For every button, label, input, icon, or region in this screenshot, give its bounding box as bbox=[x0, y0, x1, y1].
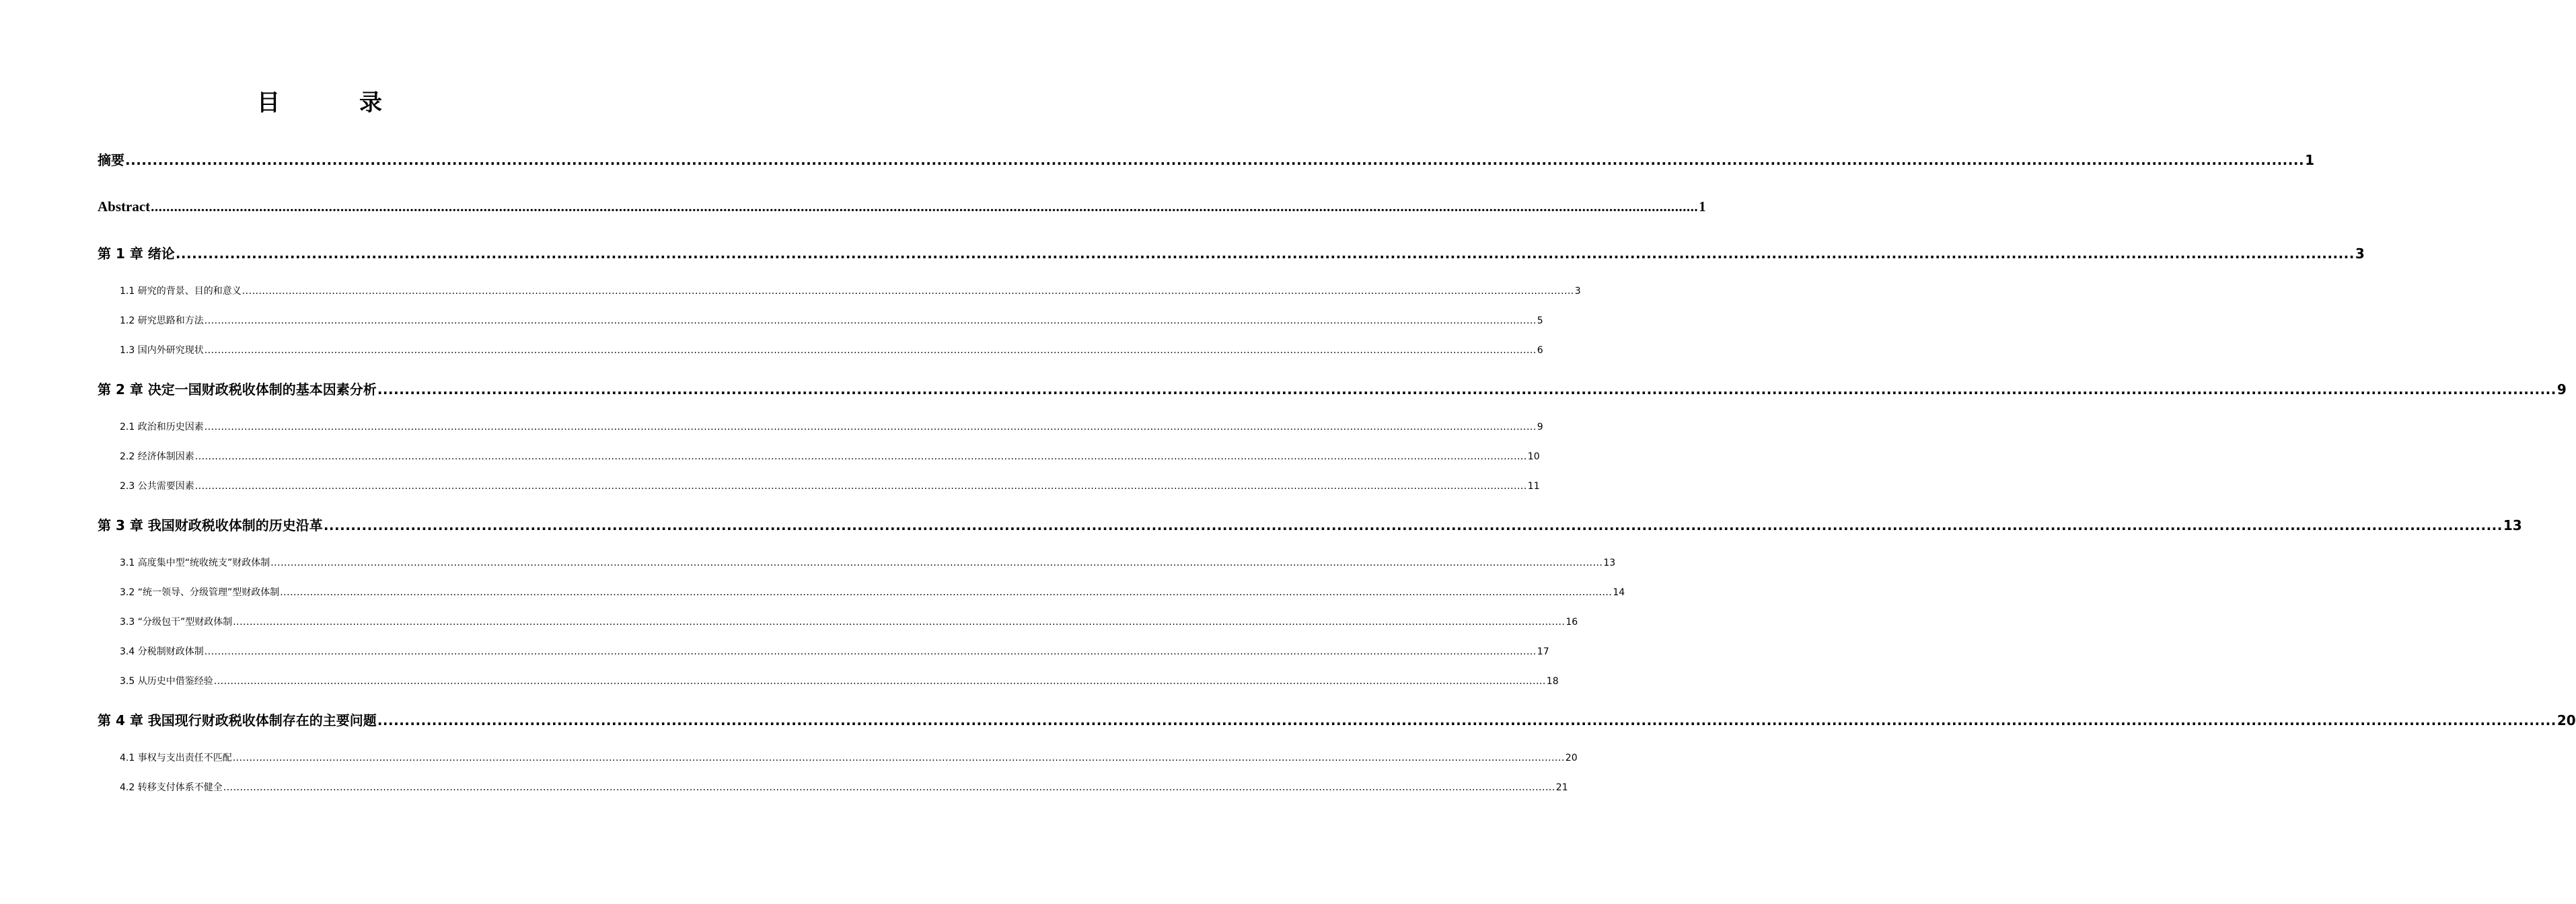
toc-entry-page: 3 bbox=[2355, 246, 2365, 262]
toc-entry-label: 3.4 分税制财政体制 bbox=[120, 646, 204, 657]
toc-entry-page: 1 bbox=[2305, 152, 2314, 168]
toc-entry-page: 20 bbox=[1565, 753, 1578, 763]
toc-entry-chapter-1[interactable] bbox=[98, 244, 2365, 263]
toc-entry-abstract-cn[interactable] bbox=[98, 151, 2314, 170]
toc-entry-label: 第 3 章 我国财政税收体制的历史沿革 bbox=[98, 517, 323, 533]
toc-entry-label: Abstract bbox=[98, 198, 151, 215]
dot-leader: ................................................................................................................................................................................................................................................................................................................................................................................................................ bbox=[233, 617, 1566, 628]
toc-entry-page: 20 bbox=[2556, 712, 2576, 728]
dot-leader: ................................................................................................................................................................................................................................................................................................................................................................................................................ bbox=[194, 451, 1527, 462]
toc-entry-label: 2.1 政治和历史因素 bbox=[120, 422, 204, 432]
toc-entry-label: 2.2 经济体制因素 bbox=[120, 451, 194, 462]
toc-entry-label: 2.3 公共需要因素 bbox=[120, 481, 194, 492]
toc-entry-3-5[interactable] bbox=[120, 675, 1559, 688]
dot-leader: ................................................................................................................................................................................................................................................................................................................................................................................................................ bbox=[232, 753, 1565, 763]
dot-leader: ................................................................................................................................................................................................................................................................................................................................................................................................................ bbox=[242, 286, 1574, 297]
toc-entry-page: 6 bbox=[1537, 345, 1543, 356]
dot-leader: ................................................................................................................................................................................................................................................................................................................................................................................................................ bbox=[213, 676, 1546, 687]
toc-entry-1-3[interactable] bbox=[120, 344, 1543, 357]
toc-entry-page: 11 bbox=[1527, 481, 1540, 492]
dot-leader: ................................................................................................................................................................................................................................................................................................................................................................................................................ bbox=[377, 381, 2556, 398]
toc-entry-chapter-4[interactable] bbox=[98, 711, 2576, 730]
toc-entry-chapter-2[interactable] bbox=[98, 380, 2567, 399]
toc-entry-abstract-en[interactable] bbox=[98, 197, 1706, 216]
dot-leader: ................................................................................................................................................................................................................................................................................................................................................................................................................ bbox=[377, 712, 2556, 728]
toc-entry-label: 3.1 高度集中型“统收统支”财政体制 bbox=[120, 558, 270, 568]
dot-leader: ................................................................................................................................................................................................................................................................................................................................................................................................................ bbox=[125, 152, 2305, 168]
toc-entry-label: 摘要 bbox=[98, 152, 124, 168]
toc-entry-page: 13 bbox=[2503, 517, 2522, 533]
toc-entry-3-1[interactable] bbox=[120, 556, 1616, 570]
dot-leader: ................................................................................................................................................................................................................................................................................................................................................................................................................ bbox=[175, 246, 2355, 262]
toc-entry-label: 第 2 章 决定一国财政税收体制的基本因素分析 bbox=[98, 381, 377, 398]
dot-leader: ................................................................................................................................................................................................................................................................................................................................................................................................................ bbox=[270, 558, 1603, 568]
toc-entry-page: 16 bbox=[1566, 617, 1578, 628]
toc-entry-1-1[interactable] bbox=[120, 285, 1581, 298]
toc-entry-label: 1.2 研究思路和方法 bbox=[120, 315, 204, 326]
toc-entry-page: 21 bbox=[1555, 782, 1568, 793]
toc-entry-2-1[interactable] bbox=[120, 420, 1543, 434]
toc-entry-page: 18 bbox=[1546, 676, 1559, 687]
dot-leader: ................................................................................................................................................................................................................................................................................................................................................................................................................ bbox=[323, 517, 2503, 533]
dot-leader: ................................................................................................................................................................................................................................................................................................................................................................................................................ bbox=[204, 646, 1537, 657]
dot-leader: ................................................................................................................................................................................................................................................................................................................................................................................................................ bbox=[204, 315, 1537, 326]
toc-entry-4-1[interactable] bbox=[120, 751, 1578, 765]
toc-entry-page: 9 bbox=[1537, 422, 1543, 432]
toc-entry-label: 第 4 章 我国现行财政税收体制存在的主要问题 bbox=[98, 712, 377, 728]
toc-entry-page: 10 bbox=[1527, 451, 1540, 462]
dot-leader: ................................................................................................................................................................................................................................................................................................................................................................................................................ bbox=[280, 587, 1613, 598]
toc-entry-page: 1 bbox=[1699, 198, 1706, 215]
dot-leader: ................................................................................................................................................................................................................................................................................................................................................................................................................ bbox=[204, 345, 1537, 356]
toc-entry-2-3[interactable] bbox=[120, 480, 1540, 493]
toc-entry-label: 第 1 章 绪论 bbox=[98, 246, 175, 262]
toc-entry-label: 1.3 国内外研究现状 bbox=[120, 345, 204, 356]
toc-entry-page: 3 bbox=[1574, 286, 1581, 297]
toc-entry-page: 9 bbox=[2556, 381, 2567, 398]
toc-entry-label: 1.1 研究的背景、目的和意义 bbox=[120, 286, 242, 297]
toc-entry-page: 14 bbox=[1613, 587, 1625, 598]
dot-leader: ................................................................................................................................................................................................................................................................................................................................................................................................................ bbox=[151, 198, 1699, 215]
toc-entry-label: 3.2 “统一领导、分级管理”型财政体制 bbox=[120, 587, 280, 598]
toc-entry-label: 4.1 事权与支出责任不匹配 bbox=[120, 753, 232, 763]
toc-entry-3-4[interactable] bbox=[120, 645, 1549, 658]
toc-title: 目 录 bbox=[257, 89, 410, 116]
toc-entry-3-3[interactable] bbox=[120, 615, 1578, 629]
toc-entry-page: 13 bbox=[1603, 558, 1616, 568]
toc-entry-page: 5 bbox=[1537, 315, 1543, 326]
dot-leader: ................................................................................................................................................................................................................................................................................................................................................................................................................ bbox=[204, 422, 1537, 432]
toc-entry-2-2[interactable] bbox=[120, 450, 1540, 463]
toc-entry-label: 3.3 “分级包干”型财政体制 bbox=[120, 617, 233, 628]
toc-entry-label: 3.5 从历史中借鉴经验 bbox=[120, 676, 213, 687]
toc-entry-chapter-3[interactable] bbox=[98, 516, 2522, 535]
dot-leader: ................................................................................................................................................................................................................................................................................................................................................................................................................ bbox=[194, 481, 1527, 492]
toc-entry-4-2[interactable] bbox=[120, 781, 1568, 794]
toc-entry-1-2[interactable] bbox=[120, 314, 1543, 328]
dot-leader: ................................................................................................................................................................................................................................................................................................................................................................................................................ bbox=[223, 782, 1555, 793]
toc-entry-label: 4.2 转移支付体系不健全 bbox=[120, 782, 223, 793]
toc-entry-3-2[interactable] bbox=[120, 586, 1625, 599]
toc-entry-page: 17 bbox=[1537, 646, 1549, 657]
